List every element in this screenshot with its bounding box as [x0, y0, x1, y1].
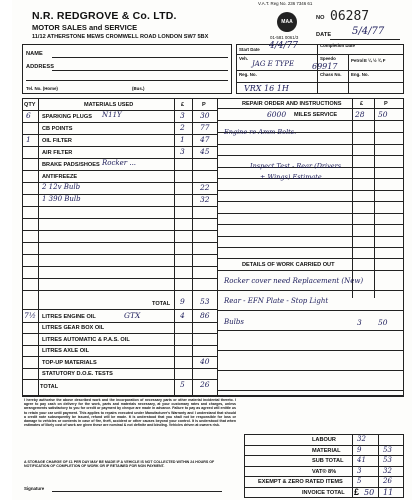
repair-pence-header: P — [384, 101, 388, 107]
material-label: OIL FILTER — [42, 138, 72, 144]
lubricant-row-divider — [22, 345, 217, 346]
materials-row-divider — [22, 134, 217, 135]
qty-header: QTY — [24, 102, 36, 108]
material-pounds: 2 — [180, 123, 185, 132]
lubricant-label: LITRES AXLE OIL — [42, 348, 90, 354]
storage-notice: A STORAGE CHARGE OF £1 PER DAY MAY BE MADE IF A VEHICLE IS NOT COLLECTED WITHIN 24 HOURS OF NOTIFICATION OF COMPLETION OF WORK OR IF RETAINED FOR NON PAYMENT. — [24, 460, 215, 469]
vehicle-label: Veh. — [239, 56, 249, 61]
company-subtitle: MOTOR SALES and SERVICE — [32, 23, 138, 32]
invoice-form — [12, 0, 412, 500]
materials-row-divider — [22, 278, 217, 279]
service-pence: 50 — [378, 110, 388, 119]
summary-pence: 26 — [383, 477, 392, 486]
summary-row-divider — [244, 466, 404, 467]
details-rule — [217, 350, 404, 351]
lubricant-label: LITRES GEAR BOX OIL — [42, 325, 105, 331]
repair-rule — [217, 190, 404, 191]
company-address: 11/12 ATHERSTONE MEWS CROMWELL ROAD LONDON SW7 5BX — [32, 34, 209, 40]
repair-pounds-header: £ — [360, 101, 364, 107]
summary-pounds: 32 — [357, 435, 366, 443]
invoice-total-label: INVOICE TOTAL — [302, 490, 345, 496]
summary-pence: 32 — [383, 466, 392, 475]
start-date-label: Start Date — [239, 47, 260, 52]
vehicle-value: JAG E TYPE — [252, 60, 295, 68]
material-note: 2 12v Bulb — [42, 183, 81, 191]
material-note: Rocker ... — [102, 159, 137, 167]
tel-bus-label: (Bus.) — [132, 86, 145, 91]
material-pence: 77 — [200, 123, 210, 132]
materials-row-divider — [22, 254, 217, 255]
engine-no-label: Eng. No. — [351, 72, 369, 77]
materials-row-divider — [22, 170, 217, 171]
material-label: SPARKING PLUGS — [42, 114, 92, 120]
repair-rule — [217, 247, 404, 248]
company-name: N.R. REDGROVE & Co. LTD. — [32, 10, 177, 22]
material-pence: 32 — [200, 195, 210, 204]
summary-label: MATERIAL — [312, 447, 341, 454]
start-date-value: 4/4/77 — [269, 41, 298, 51]
details-rule — [217, 330, 404, 331]
summary-pounds: 3 — [357, 466, 362, 475]
lubricant-pounds: 4 — [180, 310, 185, 320]
summary-pounds: 41 — [357, 456, 366, 465]
service-label: MILES SERVICE — [294, 112, 338, 118]
service-pounds: 28 — [355, 110, 365, 119]
lubricant-row-divider — [22, 356, 217, 357]
repair-rule — [217, 224, 404, 225]
material-pence: 47 — [200, 135, 210, 144]
details-pence: 50 — [378, 318, 388, 327]
materials-total-pence: 53 — [200, 297, 210, 306]
details-pounds: 3 — [357, 318, 362, 327]
material-note: 1 390 Bulb — [42, 195, 81, 203]
material-pence: 22 — [200, 183, 210, 192]
material-pounds: 3 — [180, 147, 185, 156]
details-header: DETAILS OF WORK CARRIED OUT — [242, 262, 335, 268]
repair-note-3: + Wings) Estimate — [260, 173, 322, 181]
pence-header: P — [202, 102, 206, 108]
material-qty: 6 — [26, 111, 31, 120]
speedo-label: Speedo — [320, 56, 336, 61]
lubricant-note: GTX — [124, 310, 141, 320]
summary-label: LABOUR — [312, 437, 336, 443]
lubricant-pence: 86 — [200, 310, 210, 320]
summary-label: EXEMPT & ZERO RATED ITEMS — [258, 479, 343, 486]
material-label: AIR FILTER — [42, 150, 73, 156]
details-line-3: Bulbs — [224, 318, 244, 326]
signature-label: Signature — [24, 486, 45, 491]
address-label: ADDRESS — [26, 64, 55, 70]
repair-header: REPAIR ORDER AND INSTRUCTIONS — [242, 101, 342, 107]
material-label: ANTIFREEZE — [42, 174, 78, 180]
details-line-2: Rear - EFN Plate - Stop Light — [224, 297, 329, 305]
materials-row-divider — [22, 206, 217, 207]
materials-row-divider — [22, 146, 217, 147]
vat-reg-number: V.A.T. Reg No. 236 7346 61 — [258, 1, 313, 6]
materials-row-divider — [22, 122, 217, 123]
material-note: N11Y — [102, 111, 122, 119]
invoice-number: 06287 — [330, 9, 370, 24]
repair-rule — [217, 155, 404, 156]
lubricants-total-pounds: 5 — [180, 380, 185, 389]
invoice-total-pounds: 50 — [364, 488, 375, 497]
repair-rule — [217, 213, 404, 214]
material-pounds: 1 — [180, 135, 185, 144]
maa-logo: MAA — [277, 12, 297, 32]
name-label: NAME — [26, 51, 43, 57]
speedo-value: 69917 — [312, 62, 338, 71]
materials-total-label: TOTAL — [152, 301, 171, 307]
pounds-header: £ — [181, 102, 185, 108]
summary-label: VAT® 8% — [312, 468, 337, 475]
materials-total-pounds: 9 — [180, 297, 185, 306]
summary-pence: 53 — [383, 456, 392, 465]
reg-label: Reg. No. — [239, 72, 257, 77]
lubricant-label: LITRES ENGINE OIL — [42, 313, 96, 320]
date-value: 5/4/77 — [352, 26, 385, 37]
invoice-number-label: NO — [316, 15, 325, 21]
lubricant-row-divider — [22, 333, 217, 334]
summary-pounds: 5 — [357, 477, 362, 486]
repair-rule — [217, 201, 404, 202]
materials-row-divider — [22, 242, 217, 243]
summary-label: SUB TOTAL — [312, 458, 344, 465]
material-pounds: 3 — [180, 111, 185, 120]
chassis-label: Chass No. — [320, 72, 342, 77]
details-rule — [217, 290, 404, 291]
material-pence: 45 — [200, 147, 210, 156]
repair-rule — [217, 144, 404, 145]
lubricant-pence: 40 — [200, 356, 210, 366]
summary-pounds: 9 — [357, 445, 362, 454]
repair-rule — [217, 236, 404, 237]
service-miles-value: 6000 — [267, 110, 287, 119]
lubricant-qty: 7½ — [24, 311, 37, 320]
materials-row-divider — [22, 266, 217, 267]
date-label: DATE — [316, 32, 332, 38]
reg-value: VRX 16 1H — [244, 84, 289, 93]
details-line-1: Rocker cover need Replacement (New) — [224, 277, 364, 285]
lubricants-total-label: TOTAL — [40, 384, 59, 390]
summary-row-divider — [244, 455, 404, 456]
material-pence: 30 — [200, 111, 210, 120]
invoice-total-pence: 11 — [383, 488, 394, 497]
completion-date-label: Completion Date — [320, 43, 355, 48]
lubricant-row-divider — [22, 368, 217, 369]
lubricant-label: STATUTORY D.O.E. TESTS — [42, 371, 113, 377]
materials-row-divider — [22, 230, 217, 231]
lubricant-label: LITRES AUTOMATIC & P.A.S. OIL — [42, 336, 130, 343]
lubricant-row-divider — [22, 322, 217, 323]
material-label: CB POINTS — [42, 126, 73, 132]
lubricant-row-divider — [22, 379, 217, 380]
repair-note-1: Engine re Amm Bolts. — [224, 128, 297, 136]
company-phone: 01-581 0061/3 — [270, 35, 299, 40]
petrol-label: Petrol — [351, 58, 364, 63]
lubricants-total-pence: 26 — [200, 380, 210, 389]
invoice-total-currency: £ — [354, 487, 360, 497]
materials-header: MATERIALS USED — [84, 102, 134, 108]
details-rule — [217, 390, 404, 391]
petrol-gauge: E ¼ ½ ¾ F — [364, 58, 386, 63]
tel-home-label: Tel. No. (Home) — [26, 86, 58, 91]
repair-note-2: Inspect Test - Rear (Drivers — [250, 162, 342, 170]
details-rule — [217, 370, 404, 371]
lubricant-label: TOP-UP MATERIALS — [42, 359, 97, 366]
terms-text: I hereby authorise the above described work and the incorporation of necessary parts or other material incidental thereto. I agree to pay cash on delivery for the work, parts and materials necessary, at your customary rates and charges, unless arrangements satisfactory to you for credit or payment by cheque are made in advance. Failure to pay as agreed will entitle us to retain your car until payment. This applies to repairs executed under Manufacturer's Warranty and I understand that should a credit note subsequently be issued, refund will be made. It is understood that you shall not be responsible for loss or damage to vehicles or contents in case of fire, theft, accident or other causes beyond your control. It is understood that when estimates of likely cost of work are given these are nominal & not definite and binding. Vehicles driven at owners risk. — [24, 398, 236, 428]
material-qty: 1 — [26, 135, 31, 144]
summary-pence: 53 — [383, 445, 392, 454]
material-label: BRAKE PADS/SHOES — [42, 162, 100, 168]
details-rule — [217, 310, 404, 311]
summary-row-divider — [244, 476, 404, 477]
summary-row-divider — [244, 445, 404, 446]
materials-row-divider — [22, 218, 217, 219]
